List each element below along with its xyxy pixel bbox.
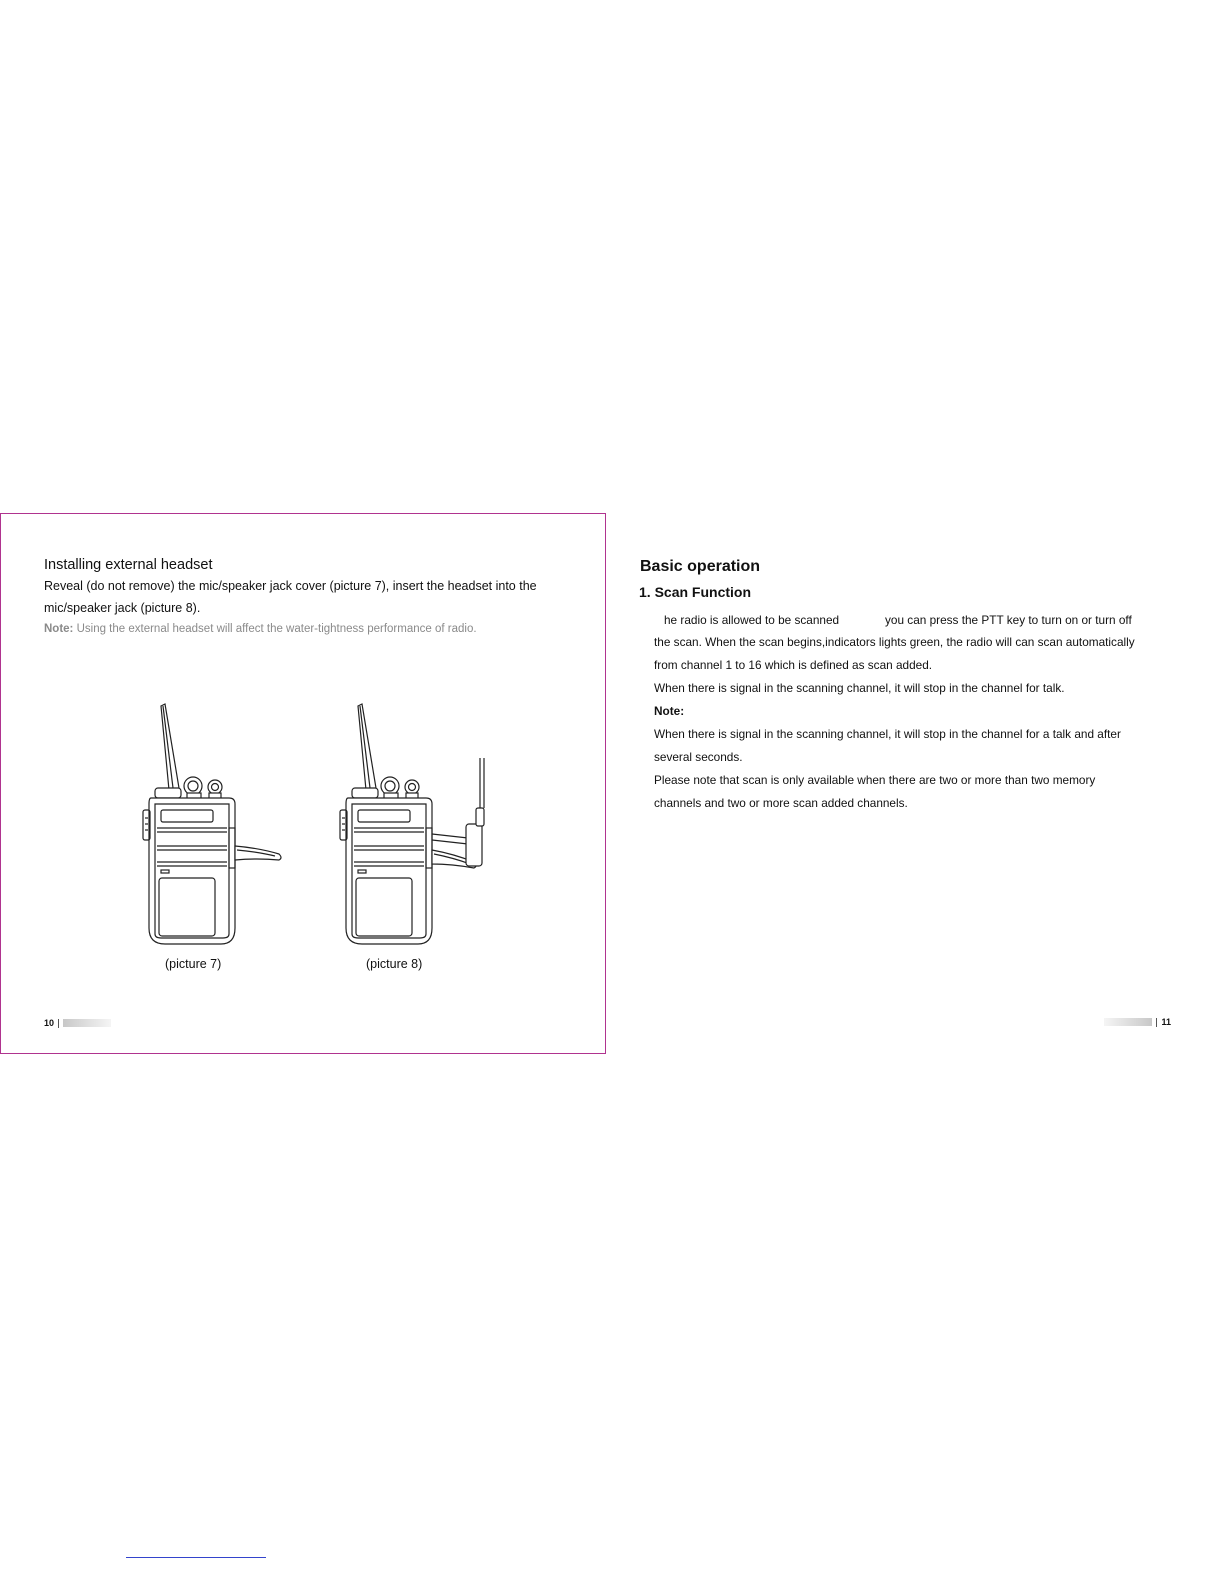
body-line-3: from channel 1 to 16 which is defined as scan added. bbox=[654, 658, 933, 672]
caption-picture-8: (picture 8) bbox=[366, 957, 423, 971]
footer-gradient-bar bbox=[63, 1019, 111, 1027]
body-line-7: Please note that scan is only available when there are two or more than two memory bbox=[654, 773, 1096, 787]
note-label: Note: bbox=[44, 623, 74, 635]
footer-separator bbox=[58, 1019, 59, 1028]
footer-gradient-bar bbox=[1104, 1018, 1152, 1026]
page-title: Basic operation bbox=[640, 558, 761, 575]
radio-illustration-picture-7 bbox=[129, 698, 289, 948]
radio-illustration-picture-8 bbox=[326, 698, 506, 948]
note-text: Using the external headset will affect the water-tightness performance of radio. bbox=[73, 623, 477, 635]
section-title: 1. Scan Function bbox=[639, 584, 752, 600]
body-line-4: When there is signal in the scanning channel, it will stop in the channel for talk. bbox=[654, 681, 1065, 695]
body-line-1a: he radio is allowed to be scanned bbox=[664, 613, 840, 627]
instruction-line-2: mic/speaker jack (picture 8). bbox=[44, 601, 201, 615]
note-label: Note: bbox=[654, 704, 685, 718]
section-heading: Installing external headset bbox=[44, 557, 213, 573]
page-number: 11 bbox=[1161, 1017, 1171, 1027]
note bbox=[44, 623, 477, 635]
bottom-link-underline[interactable] bbox=[126, 1557, 266, 1558]
footer-separator bbox=[1156, 1018, 1157, 1027]
left-page bbox=[0, 513, 606, 1054]
page-number: 10 bbox=[44, 1018, 55, 1028]
body-line-5: When there is signal in the scanning channel, it will stop in the channel for a talk and after bbox=[654, 727, 1121, 741]
body-line-1b: you can press the PTT key to turn on or turn off bbox=[885, 613, 1132, 627]
body-line-2: the scan. When the scan begins,indicators lights green, the radio will can scan automatically bbox=[654, 635, 1135, 649]
body-line-6: several seconds. bbox=[654, 750, 743, 764]
body-line-8: channels and two or more scan added channels. bbox=[654, 796, 908, 810]
page-footer-right bbox=[1104, 1017, 1171, 1027]
right-page bbox=[612, 513, 1224, 1054]
page-footer-left bbox=[44, 1018, 111, 1028]
caption-picture-7: (picture 7) bbox=[165, 957, 222, 971]
instruction-line-1: Reveal (do not remove) the mic/speaker jack cover (picture 7), insert the headset into the bbox=[44, 579, 537, 593]
